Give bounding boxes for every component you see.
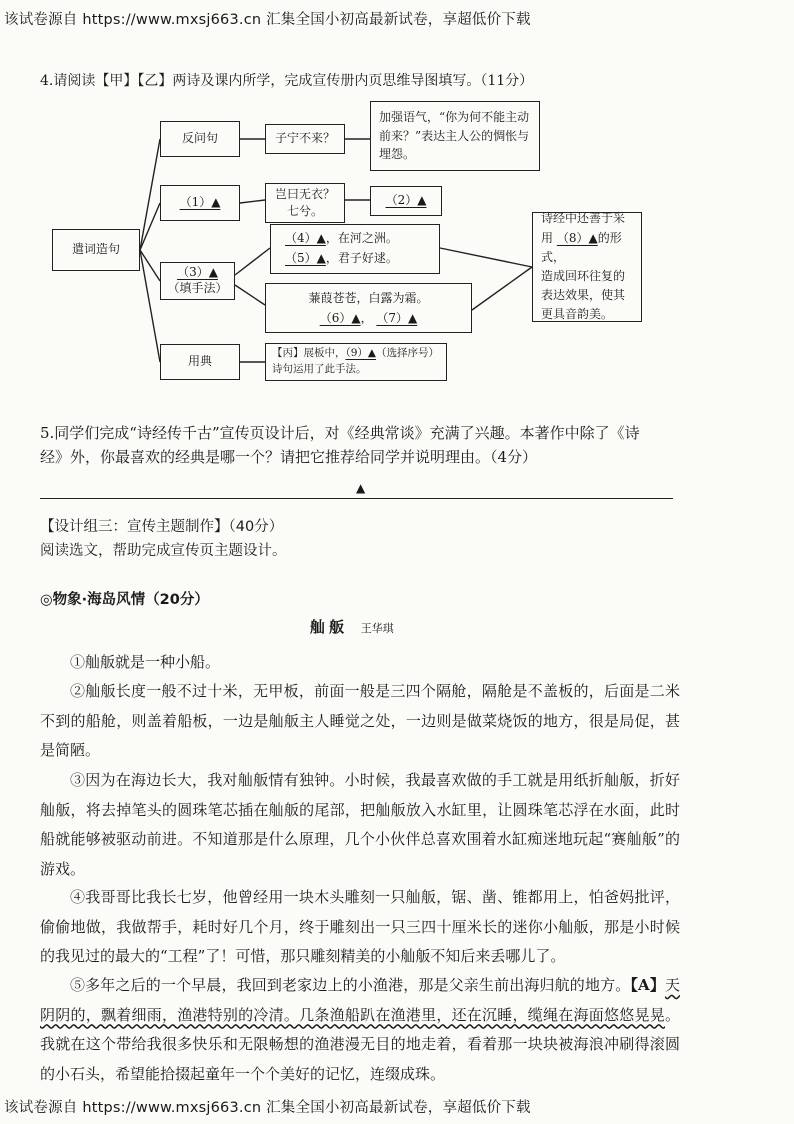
footer-slogan: 汇集全国小初高最新试卷，享超低价下载 <box>266 1100 531 1116</box>
blank-7[interactable]: （7）▲ <box>376 311 418 325</box>
effect-line-2 <box>541 229 633 267</box>
article-title: 舢舨 <box>310 618 349 636</box>
source-slogan: 汇集全国小初高最新试卷，享超低价下载 <box>266 12 531 28</box>
answer-marker: ▲ <box>356 481 366 495</box>
jianjia-text: 蒹葭苍苍，白露为霜。 <box>308 290 429 305</box>
footer-source-label: 该试卷源自 <box>4 1100 78 1116</box>
p5-wavy-text: 天阴阴的，飘着细雨，渔港特别的冷清。几条渔船趴在渔港里，还在沉睡，缆绳在海面悠悠晃晃 <box>40 976 680 1024</box>
node-blank-3[interactable] <box>160 262 235 300</box>
node-qiyue: 岂曰无衣？ 七兮。 <box>265 183 345 223</box>
section-title: ◎物象·海岛风情（20分） <box>40 592 209 608</box>
effect-line-1: 诗经中还善于采 <box>541 211 626 226</box>
line-4-text: ，在河之洲。 <box>325 231 398 246</box>
question-5-line-1: 5.同学们完成“诗经传千古”宣传页设计后，对《经典常谈》充满了兴趣。本著作中除了《诗 <box>40 424 640 442</box>
p5-mark-a: 【A】 <box>630 976 665 994</box>
effect-form: 的形式， <box>541 230 622 264</box>
mindmap-root: 遣词造句 <box>52 229 140 271</box>
footer-source <box>4 1096 531 1117</box>
blank-6[interactable]: （6）▲ <box>319 311 361 325</box>
source-label: 该试卷源自 <box>4 12 78 28</box>
article-author: 王华琪 <box>360 622 394 635</box>
blank-8[interactable]: （8）▲ <box>556 230 598 245</box>
paragraph-2: ②舢舨长度一般不过十米，无甲板，前面一般是三四个隔舱，隔舱是不盖板的，后面是二米不到的船舱，则盖着船板，一边是舢舨主人睡觉之处，一边则是做菜烧饭的地方，很是局促，甚是简陋。 <box>40 682 680 759</box>
question-4-text: 4.请阅读【甲】【乙】两诗及课内所学，完成宣传册内页思维导图填写。（11分） <box>40 73 534 89</box>
node-blank-2[interactable] <box>370 186 442 216</box>
p5-text-c: 。我就在这个带给我很多快乐和无限畅想的渔港漫无目的地走着，看着那一块块被海浪冲刷得滚圆的小石头，希望能拾掇起童年一个个美好的记忆，连缀成珠。 <box>40 1005 680 1083</box>
blank-4[interactable]: （4）▲ <box>285 231 326 246</box>
article-heading <box>310 616 394 637</box>
paragraph-3: ③因为在海边长大，我对舢舨情有独钟。小时候，我最喜欢做的手工就是用纸折舢舨，折好舢舨，将去掉笔头的圆珠笔芯插在舢舨的尾部，把舢舨放入水缸里，让圆珠笔芯浮在水面，此时船就能够被驱动前进。不知道那是什么原理，几个小伙伴总喜欢围着水缸痴迷地玩起“赛舢舨”的游戏。 <box>40 771 680 878</box>
node-fanwen-effect: 加强语气，“你为何不能主动前来？”表达主人公的惆怅与埋怨。 <box>370 101 540 171</box>
blank-3[interactable]: （3）▲ <box>177 265 218 280</box>
paragraph-1: ①舢舨就是一种小船。 <box>70 653 221 671</box>
blank-3-hint: （填手法） <box>167 281 228 295</box>
bing-line-1 <box>272 346 439 362</box>
p5-text-a: ⑤多年之后的一个早晨，我回到老家边上的小渔港，那是父亲生前出海归航的地方。 <box>70 976 631 994</box>
node-shijing-effect <box>532 212 642 322</box>
question-5-line-2: 经》外，你最喜欢的经典是哪一个？请把它推荐给同学并说明理由。（4分） <box>40 448 538 466</box>
node-blank-1[interactable] <box>160 185 240 221</box>
node-jianjia <box>265 283 472 333</box>
node-bing <box>265 343 447 381</box>
paragraph-4: ④我哥哥比我长七岁，他曾经用一块木头雕刻一只舢舨，锯、凿、锥都用上，怕爸妈批评，偷偷地做，我做帮手，耗时好几个月，终于雕刻出一只三四十厘米长的迷你小舢舨，那是小时候的我见过的最大的“工程”了！可惜，那只雕刻精美的小舢舨不知后来丢哪儿了。 <box>40 888 680 965</box>
node-fanwen: 反问句 <box>160 121 240 157</box>
effect-yong: 用 <box>541 230 554 245</box>
source-url-link[interactable]: https://www.mxsj663.cn <box>82 12 262 28</box>
guanju-line-5 <box>285 249 398 269</box>
line-5-text: ，君子好逑。 <box>325 251 398 265</box>
jianjia-blanks: （6）▲， （7）▲ <box>319 311 418 325</box>
node-fanwen-example: 子宁不来？ <box>265 124 345 154</box>
blank-9[interactable]: （9）▲ <box>345 347 377 360</box>
effect-line-3: 造成回环往复的表达效果，使其更具音韵美。 <box>541 269 626 322</box>
blank-2[interactable]: （2）▲ <box>385 193 427 208</box>
answer-line[interactable] <box>40 498 673 499</box>
node-yongdian: 用典 <box>160 344 240 380</box>
bing-line-2: 诗句运用了此手法。 <box>272 363 367 375</box>
guanju-line-4 <box>285 229 398 249</box>
group-3-intro: 阅读选文，帮助完成宣传页主题设计。 <box>40 543 287 559</box>
node-guanju-lines <box>270 224 440 274</box>
bing-text-b: （选择序号） <box>376 347 440 360</box>
bing-text-a: 【丙】展板中， <box>272 347 346 360</box>
paragraph-5 <box>40 971 680 1089</box>
blank-5[interactable]: （5）▲ <box>285 251 326 265</box>
blank-1[interactable]: （1）▲ <box>179 195 221 210</box>
footer-url-link[interactable]: https://www.mxsj663.cn <box>82 1100 262 1116</box>
group-3-title: 【设计组三：宣传主题制作】（40分） <box>40 519 284 535</box>
